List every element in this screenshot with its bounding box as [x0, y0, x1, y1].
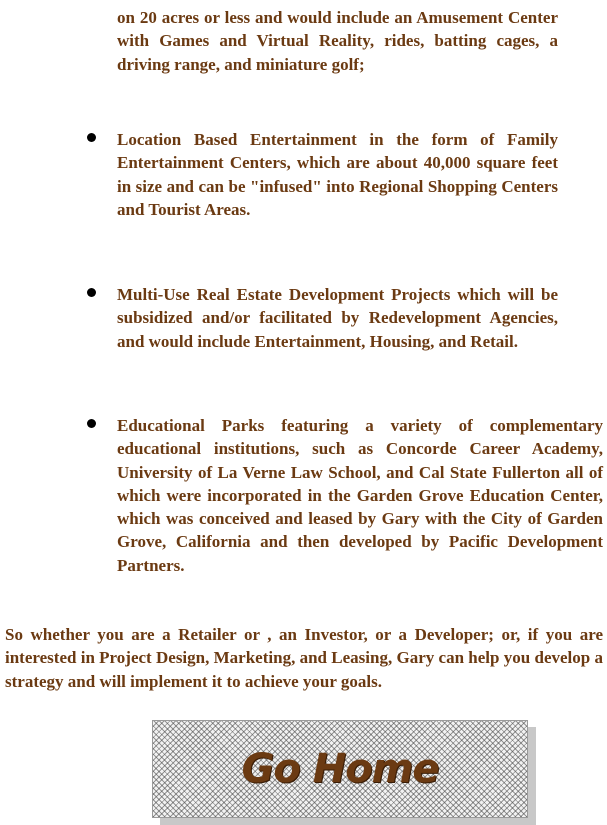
list-item-text: Location Based Entertainment in the form of Family Entertainment Centers, which are about 40,000 square feet in size and can be "infused" into Regional Shopping Centers and Tourist Areas.: [117, 130, 558, 219]
bullet-icon: [87, 133, 96, 142]
list-item-text: Multi-Use Real Estate Development Projects which will be subsidized and/or facilitated by Redevelopment Agencies, and would include Entertainment, Housing, and Retail.: [117, 285, 558, 351]
go-home-label[interactable]: Go Home: [241, 746, 439, 792]
bullet-icon: [87, 419, 96, 428]
bullet-icon: [87, 288, 96, 297]
go-home-button[interactable]: [152, 720, 528, 818]
closing-paragraph: So whether you are a Retailer or , an Investor, or a Developer; or, if you are interested in Project Design, Marketing, and Leasing, Gary can help you develop a strategy and will implement it to achieve your goals.: [5, 625, 603, 691]
list-item-text: Educational Parks featuring a variety of complementary educational institutions, such as Concorde Career Academy, University of La Verne Law School, and Cal State Fullerton all of which were incorporated in the Garden Grove Education Center, which was conceived and leased by Gary with the City of Garden Grove, California and then developed by Pacific Development Partners.: [117, 416, 603, 575]
intro-continuation-text: on 20 acres or less and would include an Amusement Center with Games and Virtual Reality, rides, batting cages, a driving range, and miniature golf;: [117, 8, 558, 74]
